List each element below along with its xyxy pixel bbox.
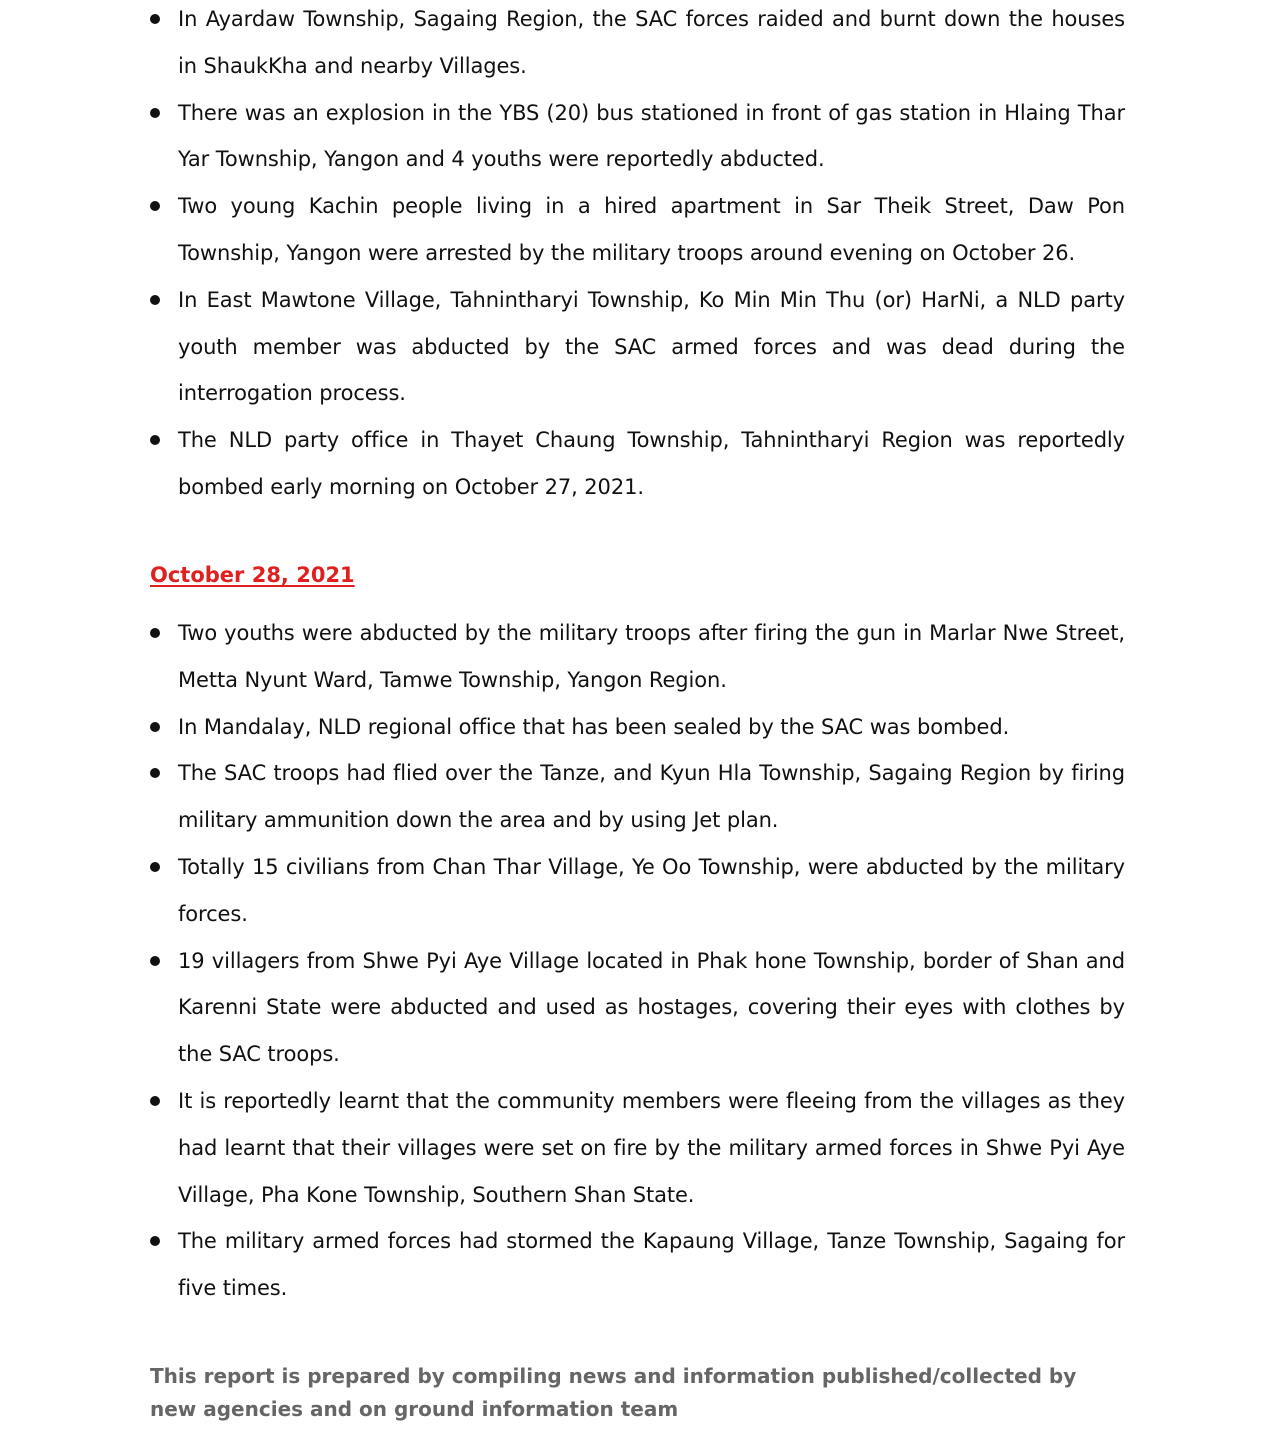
list-item-text: It is reportedly learnt that the community members were fleeing from the villages as they had learnt that their villages were set on fire by the military armed forces in Shwe Pyi Aye Village, Pha Kone Township, Southern Shan State. [178,1088,1125,1207]
list-item [150,1218,1125,1312]
list-item-text: There was an explosion in the YBS (20) bus stationed in front of gas station in Hlaing Thar Yar Township, Yangon and 4 youths were reportedly abducted. [178,100,1125,172]
list-item-text: In Ayardaw Township, Sagaing Region, the SAC forces raided and burnt down the houses in ShaukKha and nearby Villages. [178,7,1125,78]
list-item-text: The SAC troops had flied over the Tanze, and Kyun Hla Township, Sagaing Region by firing military ammunition down the area and by using Jet plan. [178,761,1125,833]
bullet-dot-icon [150,768,160,778]
incident-list-oct-28 [150,610,1125,1312]
list-item-text: Two youths were abducted by the military troops after firing the gun in Marlar Nwe Street, Metta Nyunt Ward, Tamwe Township, Yangon Region. [178,621,1125,692]
list-item-text: The military armed forces had stormed the Kapaung Village, Tanze Township, Sagaing for five times. [178,1229,1125,1301]
list-item [150,1078,1125,1218]
list-item-text: 19 villagers from Shwe Pyi Aye Village located in Phak hone Township, border of Shan and Karenni State were abducted and used as hostages, covering their eyes with clothes by the SAC troops. [178,948,1125,1067]
list-item [150,417,1125,511]
bullet-dot-icon [150,1096,160,1106]
list-item [150,844,1125,938]
list-item [150,0,1125,90]
list-item-text: The NLD party office in Thayet Chaung Township, Tahnintharyi Region was reportedly bombed early morning on October 27, 2021. [178,428,1125,499]
bullet-dot-icon [150,201,160,211]
list-item [150,750,1125,844]
list-item [150,183,1125,277]
list-item-text: In East Mawtone Village, Tahnintharyi Township, Ko Min Min Thu (or) HarNi, a NLD party youth member was abducted by the SAC armed forces and was dead during the interrogation process. [178,287,1125,406]
list-item [150,704,1125,751]
list-item [150,610,1125,704]
date-heading: October 28, 2021 [150,563,355,587]
list-item-text: Two young Kachin people living in a hired apartment in Sar Theik Street, Daw Pon Township, Yangon were arrested by the military troops around evening on October 26. [178,194,1125,265]
bullet-dot-icon [150,1236,160,1246]
bullet-dot-icon [150,862,160,872]
bullet-dot-icon [150,722,160,732]
bullet-dot-icon [150,295,160,305]
bullet-dot-icon [150,108,160,118]
list-item [150,938,1125,1078]
bullet-dot-icon [150,956,160,966]
bullet-dot-icon [150,628,160,638]
incident-list-oct-27 [150,0,1125,511]
list-item [150,90,1125,184]
list-item-text: In Mandalay, NLD regional office that has been sealed by the SAC was bombed. [178,714,1010,739]
list-item [150,277,1125,417]
bullet-dot-icon [150,14,160,24]
list-item-text: Totally 15 civilians from Chan Thar Village, Ye Oo Township, were abducted by the military forces. [178,854,1125,926]
report-footer-note: This report is prepared by compiling news and information published/collected by new agencies and on ground information team [150,1364,1077,1421]
bullet-dot-icon [150,435,160,445]
